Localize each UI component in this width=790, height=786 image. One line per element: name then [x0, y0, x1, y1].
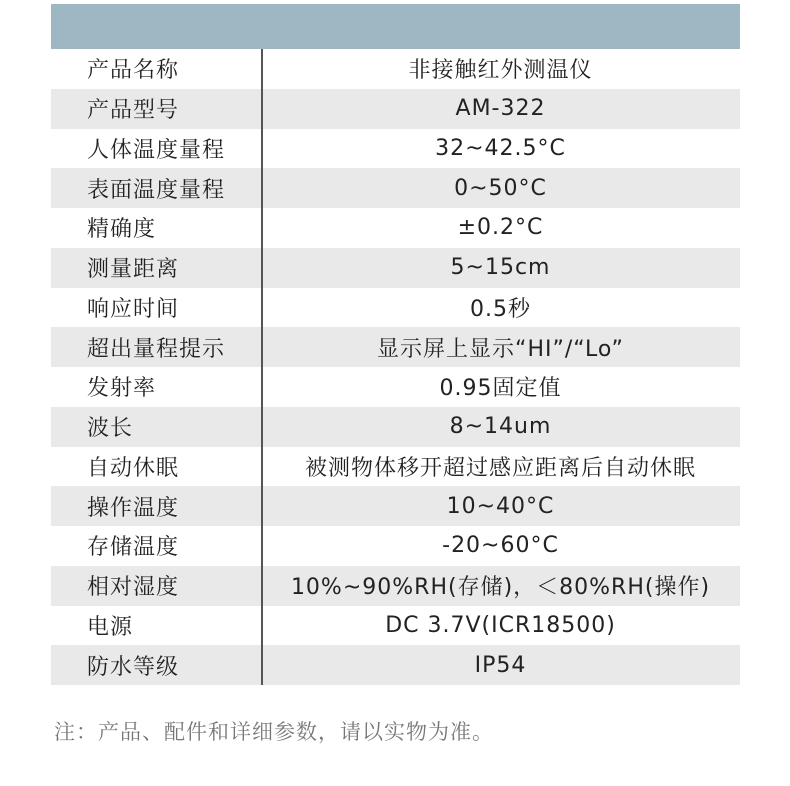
table-row — [51, 566, 740, 606]
spec-value: IP54 — [474, 652, 527, 678]
spec-value: AM-322 — [455, 96, 546, 122]
table-row — [51, 367, 740, 407]
table-row — [51, 89, 740, 129]
table-row — [51, 327, 740, 367]
spec-value: 8~14um — [449, 414, 552, 440]
spec-label: 表面温度量程 — [87, 177, 226, 203]
table-row — [51, 526, 740, 566]
footnote: 注：产品、配件和详细参数，请以实物为准。 — [54, 720, 494, 744]
spec-value: 显示屏上显示“HI”/“Lo” — [377, 336, 624, 362]
table-row — [51, 447, 740, 487]
spec-label: 操作温度 — [87, 495, 180, 521]
spec-value: 32~42.5°C — [435, 135, 566, 161]
spec-value: 非接触红外测温仪 — [408, 58, 593, 84]
spec-value: 被测物体移开超过感应距离后自动休眠 — [304, 455, 696, 481]
spec-label: 电源 — [87, 614, 134, 640]
table-header-band — [51, 4, 740, 49]
spec-label: 相对湿度 — [87, 575, 180, 601]
spec-value: 5~15cm — [450, 255, 551, 281]
table-row — [51, 129, 740, 169]
spec-value: 0.5秒 — [470, 296, 531, 322]
table-row — [51, 288, 740, 328]
spec-label: 存储温度 — [87, 535, 180, 561]
spec-label: 产品型号 — [87, 98, 180, 124]
spec-label: 人体温度量程 — [87, 137, 226, 163]
table-row — [51, 49, 740, 89]
spec-value: DC 3.7V(ICR18500) — [385, 612, 616, 638]
table-row — [51, 606, 740, 646]
table-row — [51, 248, 740, 288]
spec-value: 10%~90%RH(存储)，＜80%RH(操作) — [290, 575, 711, 601]
spec-label: 波长 — [87, 416, 134, 442]
table-row — [51, 645, 740, 685]
spec-label: 发射率 — [87, 376, 157, 402]
spec-value: 0.95固定值 — [439, 376, 562, 402]
column-divider — [261, 49, 263, 685]
table-row — [51, 208, 740, 248]
spec-label: 测量距离 — [87, 257, 180, 283]
spec-value: ±0.2°C — [457, 215, 544, 241]
spec-table — [51, 49, 740, 685]
spec-value: 0~50°C — [454, 175, 547, 201]
spec-label: 自动休眠 — [87, 455, 180, 481]
spec-value: -20~60°C — [442, 533, 559, 559]
spec-label: 产品名称 — [87, 58, 180, 84]
spec-label: 超出量程提示 — [87, 336, 226, 362]
spec-label: 响应时间 — [87, 296, 180, 322]
spec-value: 10~40°C — [446, 493, 555, 519]
spec-label: 防水等级 — [87, 654, 180, 680]
table-row — [51, 168, 740, 208]
spec-label: 精确度 — [87, 217, 157, 243]
table-row — [51, 407, 740, 447]
table-row — [51, 486, 740, 526]
